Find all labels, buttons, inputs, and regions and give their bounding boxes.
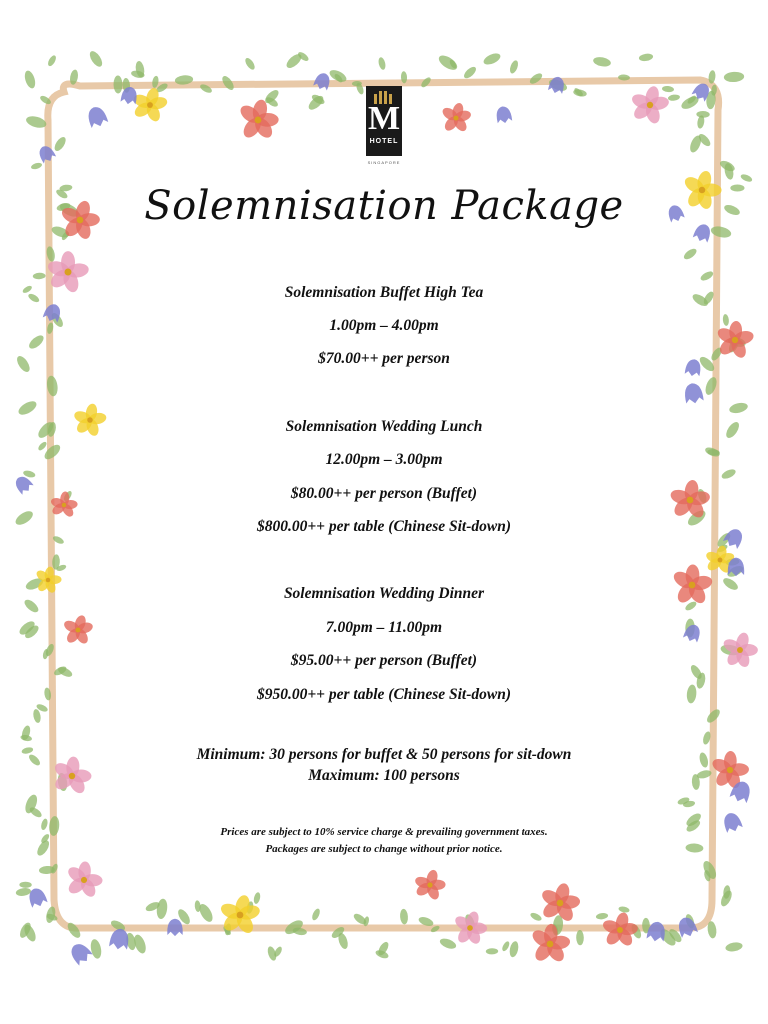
package-3-price-buffet: $95.00++ per person (Buffet): [290, 652, 478, 669]
leaf: [725, 941, 744, 952]
leaf: [33, 273, 46, 280]
change-notice-note: Packages are subject to change without prior notice.: [265, 843, 503, 855]
leaf: [32, 708, 41, 723]
leaf: [52, 135, 67, 153]
leaf: [719, 889, 734, 908]
leaf: [576, 930, 584, 945]
leaf: [529, 911, 543, 922]
leaf: [596, 912, 609, 920]
leaf: [19, 882, 31, 888]
leaf: [696, 111, 710, 118]
leaf: [728, 401, 749, 415]
leaf: [15, 887, 31, 897]
logo-letter: M: [367, 100, 401, 137]
leaf: [311, 908, 322, 922]
package-2-time: 12.00pm – 3.00pm: [325, 451, 443, 468]
leaf: [501, 940, 511, 952]
maximum-guests: Maximum: 100 persons: [308, 767, 460, 784]
leaf: [662, 85, 675, 92]
leaf: [638, 53, 653, 62]
minimum-guests: Minimum: 30 persons for buffet & 50 persons for sit-down: [196, 746, 572, 763]
leaf: [25, 114, 48, 130]
leaf: [30, 162, 42, 171]
package-1-name: Solemnisation Buffet High Tea: [284, 284, 484, 301]
leaf: [720, 467, 737, 480]
package-3-name: Solemnisation Wedding Dinner: [283, 585, 485, 602]
leaf: [462, 65, 478, 80]
leaf: [592, 56, 611, 68]
bellflower: [85, 104, 109, 129]
package-3-time: 7.00pm – 11.00pm: [325, 619, 443, 636]
package-2-price-table: $800.00++ per table (Chinese Sit-down): [256, 518, 512, 535]
bellflower: [313, 71, 332, 92]
bellflower: [67, 940, 93, 967]
leaf: [253, 892, 261, 905]
leaf: [438, 937, 457, 951]
flower: [414, 869, 446, 902]
bellflower: [495, 105, 513, 124]
leaf: [243, 56, 256, 71]
page-title: Solemnisation Package: [144, 183, 624, 229]
package-1-time: 1.00pm – 4.00pm: [329, 317, 439, 334]
leaf: [87, 49, 104, 69]
leaf: [46, 54, 57, 67]
leaf: [27, 333, 46, 351]
leaf: [436, 53, 459, 73]
package-2-price-buffet: $80.00++ per person (Buffet): [290, 485, 478, 502]
logo-hotel-text: HOTEL: [369, 138, 399, 145]
service-charge-note: Prices are subject to 10% service charge & prevailing government taxes.: [220, 826, 548, 838]
leaf: [482, 51, 502, 67]
leaf: [668, 94, 681, 102]
package-2-name: Solemnisation Wedding Lunch: [285, 418, 483, 435]
leaf: [486, 948, 499, 955]
leaf: [399, 909, 408, 925]
leaf: [23, 69, 37, 89]
logo-city-text: SINGAPORE: [367, 160, 401, 165]
flower: [132, 87, 169, 124]
leaf: [156, 898, 169, 920]
leaf: [16, 399, 38, 418]
flower: [440, 102, 472, 134]
leaf: [682, 247, 698, 262]
leaf: [89, 938, 103, 959]
bellflower: [167, 919, 182, 936]
package-1-price: $70.00++ per person: [318, 350, 450, 367]
leaf: [618, 906, 630, 914]
leaf: [699, 270, 714, 283]
leaf: [377, 57, 386, 71]
leaf: [508, 940, 519, 958]
flower: [65, 861, 102, 899]
package-3-price-table: $950.00++ per table (Chinese Sit-down): [256, 686, 512, 703]
leaf: [724, 71, 745, 82]
leaf: [113, 75, 122, 93]
hotel-logo: [366, 86, 402, 156]
bellflower: [683, 382, 704, 405]
leaf: [508, 59, 519, 74]
